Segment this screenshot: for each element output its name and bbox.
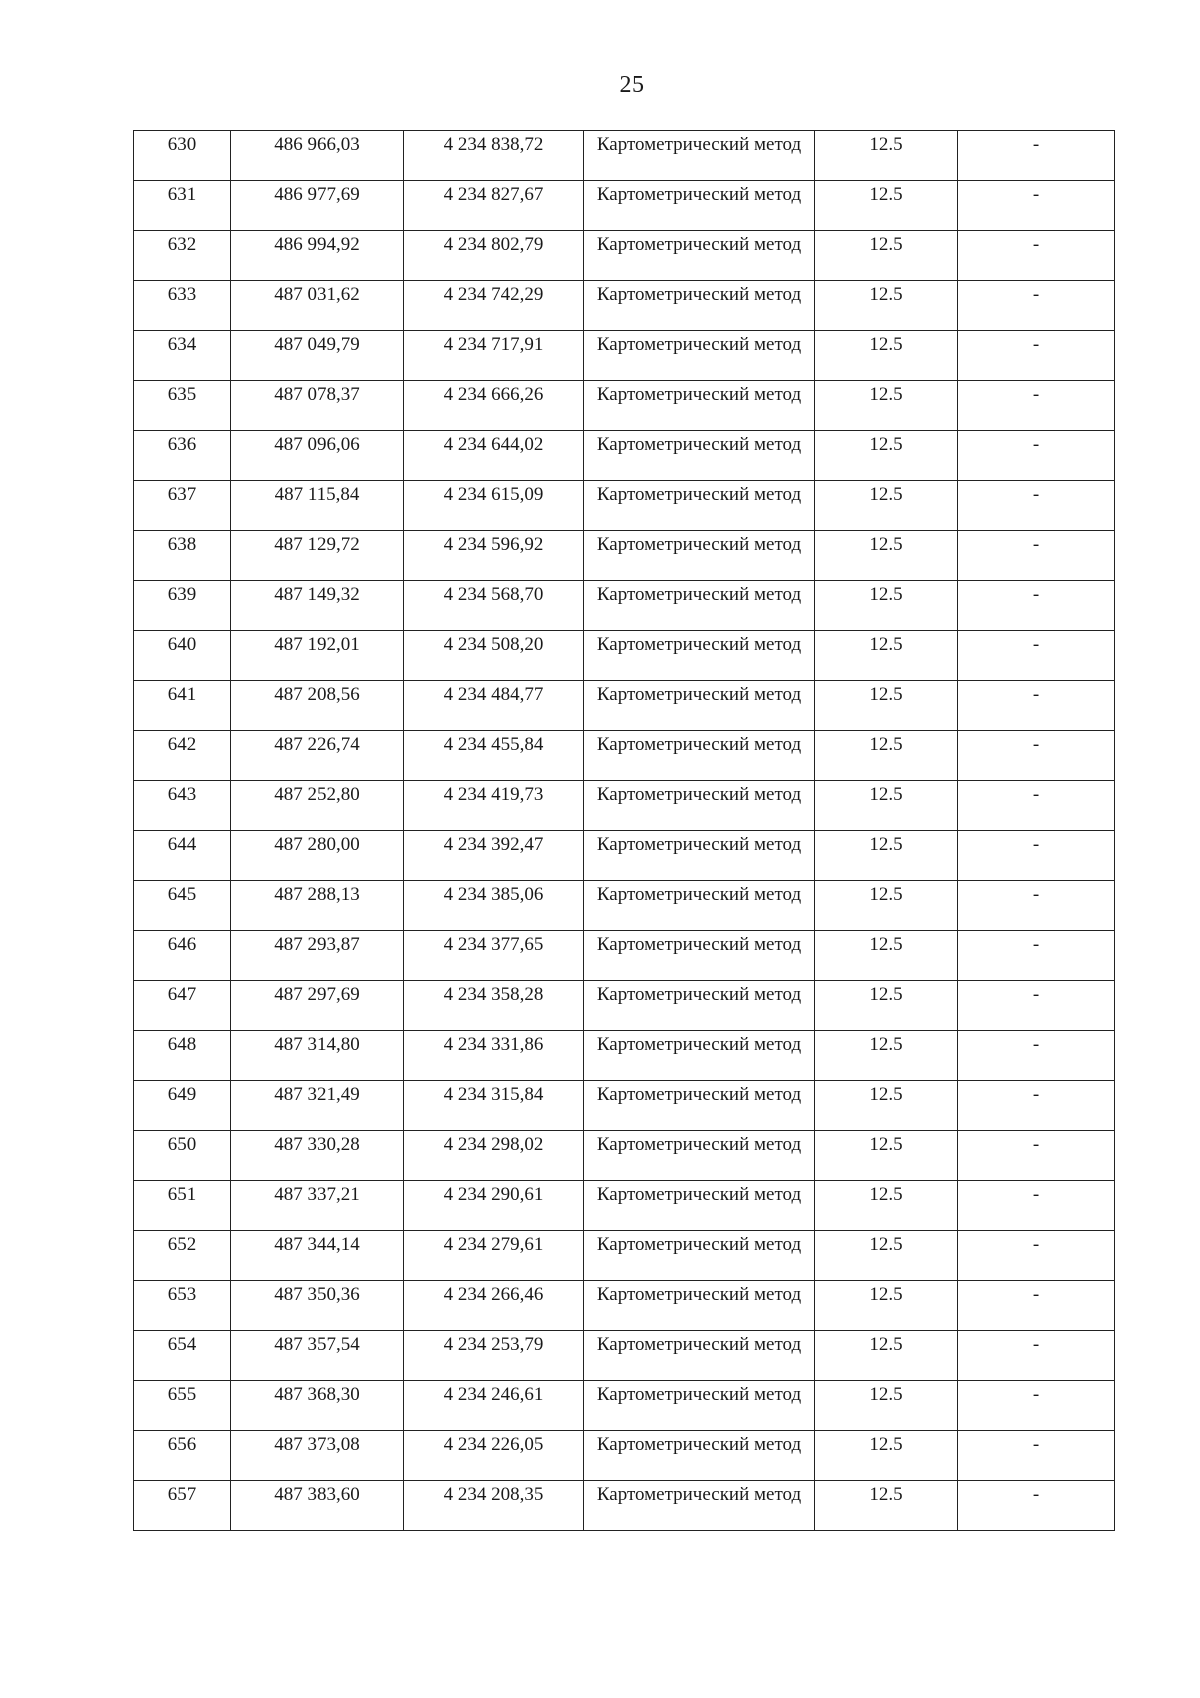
note-cell: - — [958, 1381, 1115, 1431]
x-coordinate-cell: 486 966,03 — [231, 131, 404, 181]
coordinates-table — [133, 130, 1115, 1531]
point-number-cell: 641 — [134, 681, 231, 731]
table-row — [134, 1431, 1115, 1481]
table-row — [134, 581, 1115, 631]
accuracy-cell: 12.5 — [815, 631, 958, 681]
method-cell: Картометрический метод — [584, 131, 815, 181]
y-coordinate-cell: 4 234 419,73 — [404, 781, 584, 831]
y-coordinate-cell: 4 234 246,61 — [404, 1381, 584, 1431]
method-cell: Картометрический метод — [584, 1231, 815, 1281]
table-row — [134, 981, 1115, 1031]
y-coordinate-cell: 4 234 508,20 — [404, 631, 584, 681]
y-coordinate-cell: 4 234 615,09 — [404, 481, 584, 531]
accuracy-cell: 12.5 — [815, 1031, 958, 1081]
method-cell: Картометрический метод — [584, 681, 815, 731]
point-number-cell: 650 — [134, 1131, 231, 1181]
x-coordinate-cell: 487 368,30 — [231, 1381, 404, 1431]
note-cell: - — [958, 1331, 1115, 1381]
point-number-cell: 642 — [134, 731, 231, 781]
point-number-cell: 651 — [134, 1181, 231, 1231]
note-cell: - — [958, 281, 1115, 331]
accuracy-cell: 12.5 — [815, 1381, 958, 1431]
y-coordinate-cell: 4 234 315,84 — [404, 1081, 584, 1131]
point-number-cell: 643 — [134, 781, 231, 831]
x-coordinate-cell: 487 280,00 — [231, 831, 404, 881]
x-coordinate-cell: 487 337,21 — [231, 1181, 404, 1231]
accuracy-cell: 12.5 — [815, 1081, 958, 1131]
point-number-cell: 652 — [134, 1231, 231, 1281]
method-cell: Картометрический метод — [584, 481, 815, 531]
method-cell: Картометрический метод — [584, 581, 815, 631]
x-coordinate-cell: 487 226,74 — [231, 731, 404, 781]
note-cell: - — [958, 731, 1115, 781]
point-number-cell: 646 — [134, 931, 231, 981]
accuracy-cell: 12.5 — [815, 281, 958, 331]
accuracy-cell: 12.5 — [815, 581, 958, 631]
x-coordinate-cell: 487 314,80 — [231, 1031, 404, 1081]
x-coordinate-cell: 487 293,87 — [231, 931, 404, 981]
table-row — [134, 1081, 1115, 1131]
method-cell: Картометрический метод — [584, 1181, 815, 1231]
table-row — [134, 1231, 1115, 1281]
note-cell: - — [958, 431, 1115, 481]
method-cell: Картометрический метод — [584, 1081, 815, 1131]
point-number-cell: 645 — [134, 881, 231, 931]
table-row — [134, 781, 1115, 831]
note-cell: - — [958, 631, 1115, 681]
y-coordinate-cell: 4 234 253,79 — [404, 1331, 584, 1381]
point-number-cell: 653 — [134, 1281, 231, 1331]
accuracy-cell: 12.5 — [815, 731, 958, 781]
table-row — [134, 1031, 1115, 1081]
method-cell: Картометрический метод — [584, 531, 815, 581]
note-cell: - — [958, 1231, 1115, 1281]
method-cell: Картометрический метод — [584, 281, 815, 331]
accuracy-cell: 12.5 — [815, 1431, 958, 1481]
y-coordinate-cell: 4 234 266,46 — [404, 1281, 584, 1331]
note-cell: - — [958, 831, 1115, 881]
table-row — [134, 1331, 1115, 1381]
y-coordinate-cell: 4 234 596,92 — [404, 531, 584, 581]
note-cell: - — [958, 681, 1115, 731]
table-row — [134, 231, 1115, 281]
point-number-cell: 637 — [134, 481, 231, 531]
note-cell: - — [958, 881, 1115, 931]
point-number-cell: 654 — [134, 1331, 231, 1381]
accuracy-cell: 12.5 — [815, 831, 958, 881]
x-coordinate-cell: 487 373,08 — [231, 1431, 404, 1481]
table-row — [134, 1181, 1115, 1231]
y-coordinate-cell: 4 234 717,91 — [404, 331, 584, 381]
method-cell: Картометрический метод — [584, 1031, 815, 1081]
point-number-cell: 639 — [134, 581, 231, 631]
y-coordinate-cell: 4 234 644,02 — [404, 431, 584, 481]
point-number-cell: 649 — [134, 1081, 231, 1131]
method-cell: Картометрический метод — [584, 1281, 815, 1331]
x-coordinate-cell: 487 330,28 — [231, 1131, 404, 1181]
method-cell: Картометрический метод — [584, 381, 815, 431]
y-coordinate-cell: 4 234 568,70 — [404, 581, 584, 631]
note-cell: - — [958, 581, 1115, 631]
point-number-cell: 655 — [134, 1381, 231, 1431]
note-cell: - — [958, 1131, 1115, 1181]
x-coordinate-cell: 487 297,69 — [231, 981, 404, 1031]
note-cell: - — [958, 1031, 1115, 1081]
note-cell: - — [958, 781, 1115, 831]
table-row — [134, 631, 1115, 681]
point-number-cell: 631 — [134, 181, 231, 231]
accuracy-cell: 12.5 — [815, 1481, 958, 1531]
x-coordinate-cell: 487 078,37 — [231, 381, 404, 431]
table-row — [134, 1131, 1115, 1181]
method-cell: Картометрический метод — [584, 1431, 815, 1481]
y-coordinate-cell: 4 234 208,35 — [404, 1481, 584, 1531]
y-coordinate-cell: 4 234 484,77 — [404, 681, 584, 731]
accuracy-cell: 12.5 — [815, 681, 958, 731]
x-coordinate-cell: 487 031,62 — [231, 281, 404, 331]
y-coordinate-cell: 4 234 455,84 — [404, 731, 584, 781]
note-cell: - — [958, 1481, 1115, 1531]
x-coordinate-cell: 487 344,14 — [231, 1231, 404, 1281]
accuracy-cell: 12.5 — [815, 931, 958, 981]
x-coordinate-cell: 487 208,56 — [231, 681, 404, 731]
point-number-cell: 630 — [134, 131, 231, 181]
method-cell: Картометрический метод — [584, 881, 815, 931]
x-coordinate-cell: 487 096,06 — [231, 431, 404, 481]
table-row — [134, 881, 1115, 931]
y-coordinate-cell: 4 234 666,26 — [404, 381, 584, 431]
accuracy-cell: 12.5 — [815, 531, 958, 581]
y-coordinate-cell: 4 234 385,06 — [404, 881, 584, 931]
note-cell: - — [958, 481, 1115, 531]
page-number: 25 — [619, 72, 645, 98]
accuracy-cell: 12.5 — [815, 881, 958, 931]
table-row — [134, 331, 1115, 381]
y-coordinate-cell: 4 234 742,29 — [404, 281, 584, 331]
note-cell: - — [958, 931, 1115, 981]
point-number-cell: 647 — [134, 981, 231, 1031]
method-cell: Картометрический метод — [584, 1331, 815, 1381]
note-cell: - — [958, 1081, 1115, 1131]
accuracy-cell: 12.5 — [815, 431, 958, 481]
table-row — [134, 531, 1115, 581]
note-cell: - — [958, 331, 1115, 381]
x-coordinate-cell: 487 049,79 — [231, 331, 404, 381]
y-coordinate-cell: 4 234 331,86 — [404, 1031, 584, 1081]
x-coordinate-cell: 487 350,36 — [231, 1281, 404, 1331]
x-coordinate-cell: 487 288,13 — [231, 881, 404, 931]
method-cell: Картометрический метод — [584, 781, 815, 831]
accuracy-cell: 12.5 — [815, 781, 958, 831]
method-cell: Картометрический метод — [584, 231, 815, 281]
y-coordinate-cell: 4 234 226,05 — [404, 1431, 584, 1481]
method-cell: Картометрический метод — [584, 1131, 815, 1181]
point-number-cell: 640 — [134, 631, 231, 681]
method-cell: Картометрический метод — [584, 331, 815, 381]
table-row — [134, 181, 1115, 231]
table-row — [134, 931, 1115, 981]
y-coordinate-cell: 4 234 377,65 — [404, 931, 584, 981]
y-coordinate-cell: 4 234 290,61 — [404, 1181, 584, 1231]
x-coordinate-cell: 487 149,32 — [231, 581, 404, 631]
table-row — [134, 481, 1115, 531]
y-coordinate-cell: 4 234 392,47 — [404, 831, 584, 881]
y-coordinate-cell: 4 234 827,67 — [404, 181, 584, 231]
table-row — [134, 1381, 1115, 1431]
table-row — [134, 1481, 1115, 1531]
accuracy-cell: 12.5 — [815, 981, 958, 1031]
point-number-cell: 635 — [134, 381, 231, 431]
table-row — [134, 831, 1115, 881]
note-cell: - — [958, 1431, 1115, 1481]
note-cell: - — [958, 1181, 1115, 1231]
accuracy-cell: 12.5 — [815, 1231, 958, 1281]
y-coordinate-cell: 4 234 802,79 — [404, 231, 584, 281]
method-cell: Картометрический метод — [584, 631, 815, 681]
accuracy-cell: 12.5 — [815, 481, 958, 531]
accuracy-cell: 12.5 — [815, 1281, 958, 1331]
accuracy-cell: 12.5 — [815, 331, 958, 381]
x-coordinate-cell: 487 252,80 — [231, 781, 404, 831]
method-cell: Картометрический метод — [584, 731, 815, 781]
point-number-cell: 644 — [134, 831, 231, 881]
point-number-cell: 656 — [134, 1431, 231, 1481]
method-cell: Картометрический метод — [584, 1381, 815, 1431]
method-cell: Картометрический метод — [584, 431, 815, 481]
y-coordinate-cell: 4 234 358,28 — [404, 981, 584, 1031]
note-cell: - — [958, 231, 1115, 281]
x-coordinate-cell: 487 321,49 — [231, 1081, 404, 1131]
accuracy-cell: 12.5 — [815, 1181, 958, 1231]
note-cell: - — [958, 381, 1115, 431]
method-cell: Картометрический метод — [584, 181, 815, 231]
table-row — [134, 681, 1115, 731]
method-cell: Картометрический метод — [584, 831, 815, 881]
x-coordinate-cell: 487 115,84 — [231, 481, 404, 531]
x-coordinate-cell: 487 357,54 — [231, 1331, 404, 1381]
point-number-cell: 634 — [134, 331, 231, 381]
method-cell: Картометрический метод — [584, 931, 815, 981]
x-coordinate-cell: 486 994,92 — [231, 231, 404, 281]
point-number-cell: 632 — [134, 231, 231, 281]
y-coordinate-cell: 4 234 298,02 — [404, 1131, 584, 1181]
note-cell: - — [958, 131, 1115, 181]
table-row — [134, 431, 1115, 481]
x-coordinate-cell: 486 977,69 — [231, 181, 404, 231]
table-row — [134, 281, 1115, 331]
accuracy-cell: 12.5 — [815, 131, 958, 181]
point-number-cell: 636 — [134, 431, 231, 481]
coordinates-table-body — [134, 131, 1115, 1531]
accuracy-cell: 12.5 — [815, 1331, 958, 1381]
method-cell: Картометрический метод — [584, 981, 815, 1031]
table-row — [134, 131, 1115, 181]
point-number-cell: 638 — [134, 531, 231, 581]
accuracy-cell: 12.5 — [815, 1131, 958, 1181]
note-cell: - — [958, 1281, 1115, 1331]
point-number-cell: 648 — [134, 1031, 231, 1081]
x-coordinate-cell: 487 192,01 — [231, 631, 404, 681]
accuracy-cell: 12.5 — [815, 381, 958, 431]
x-coordinate-cell: 487 383,60 — [231, 1481, 404, 1531]
table-row — [134, 1281, 1115, 1331]
x-coordinate-cell: 487 129,72 — [231, 531, 404, 581]
point-number-cell: 633 — [134, 281, 231, 331]
point-number-cell: 657 — [134, 1481, 231, 1531]
accuracy-cell: 12.5 — [815, 181, 958, 231]
accuracy-cell: 12.5 — [815, 231, 958, 281]
table-row — [134, 731, 1115, 781]
table-row — [134, 381, 1115, 431]
note-cell: - — [958, 981, 1115, 1031]
y-coordinate-cell: 4 234 279,61 — [404, 1231, 584, 1281]
y-coordinate-cell: 4 234 838,72 — [404, 131, 584, 181]
note-cell: - — [958, 531, 1115, 581]
method-cell: Картометрический метод — [584, 1481, 815, 1531]
note-cell: - — [958, 181, 1115, 231]
